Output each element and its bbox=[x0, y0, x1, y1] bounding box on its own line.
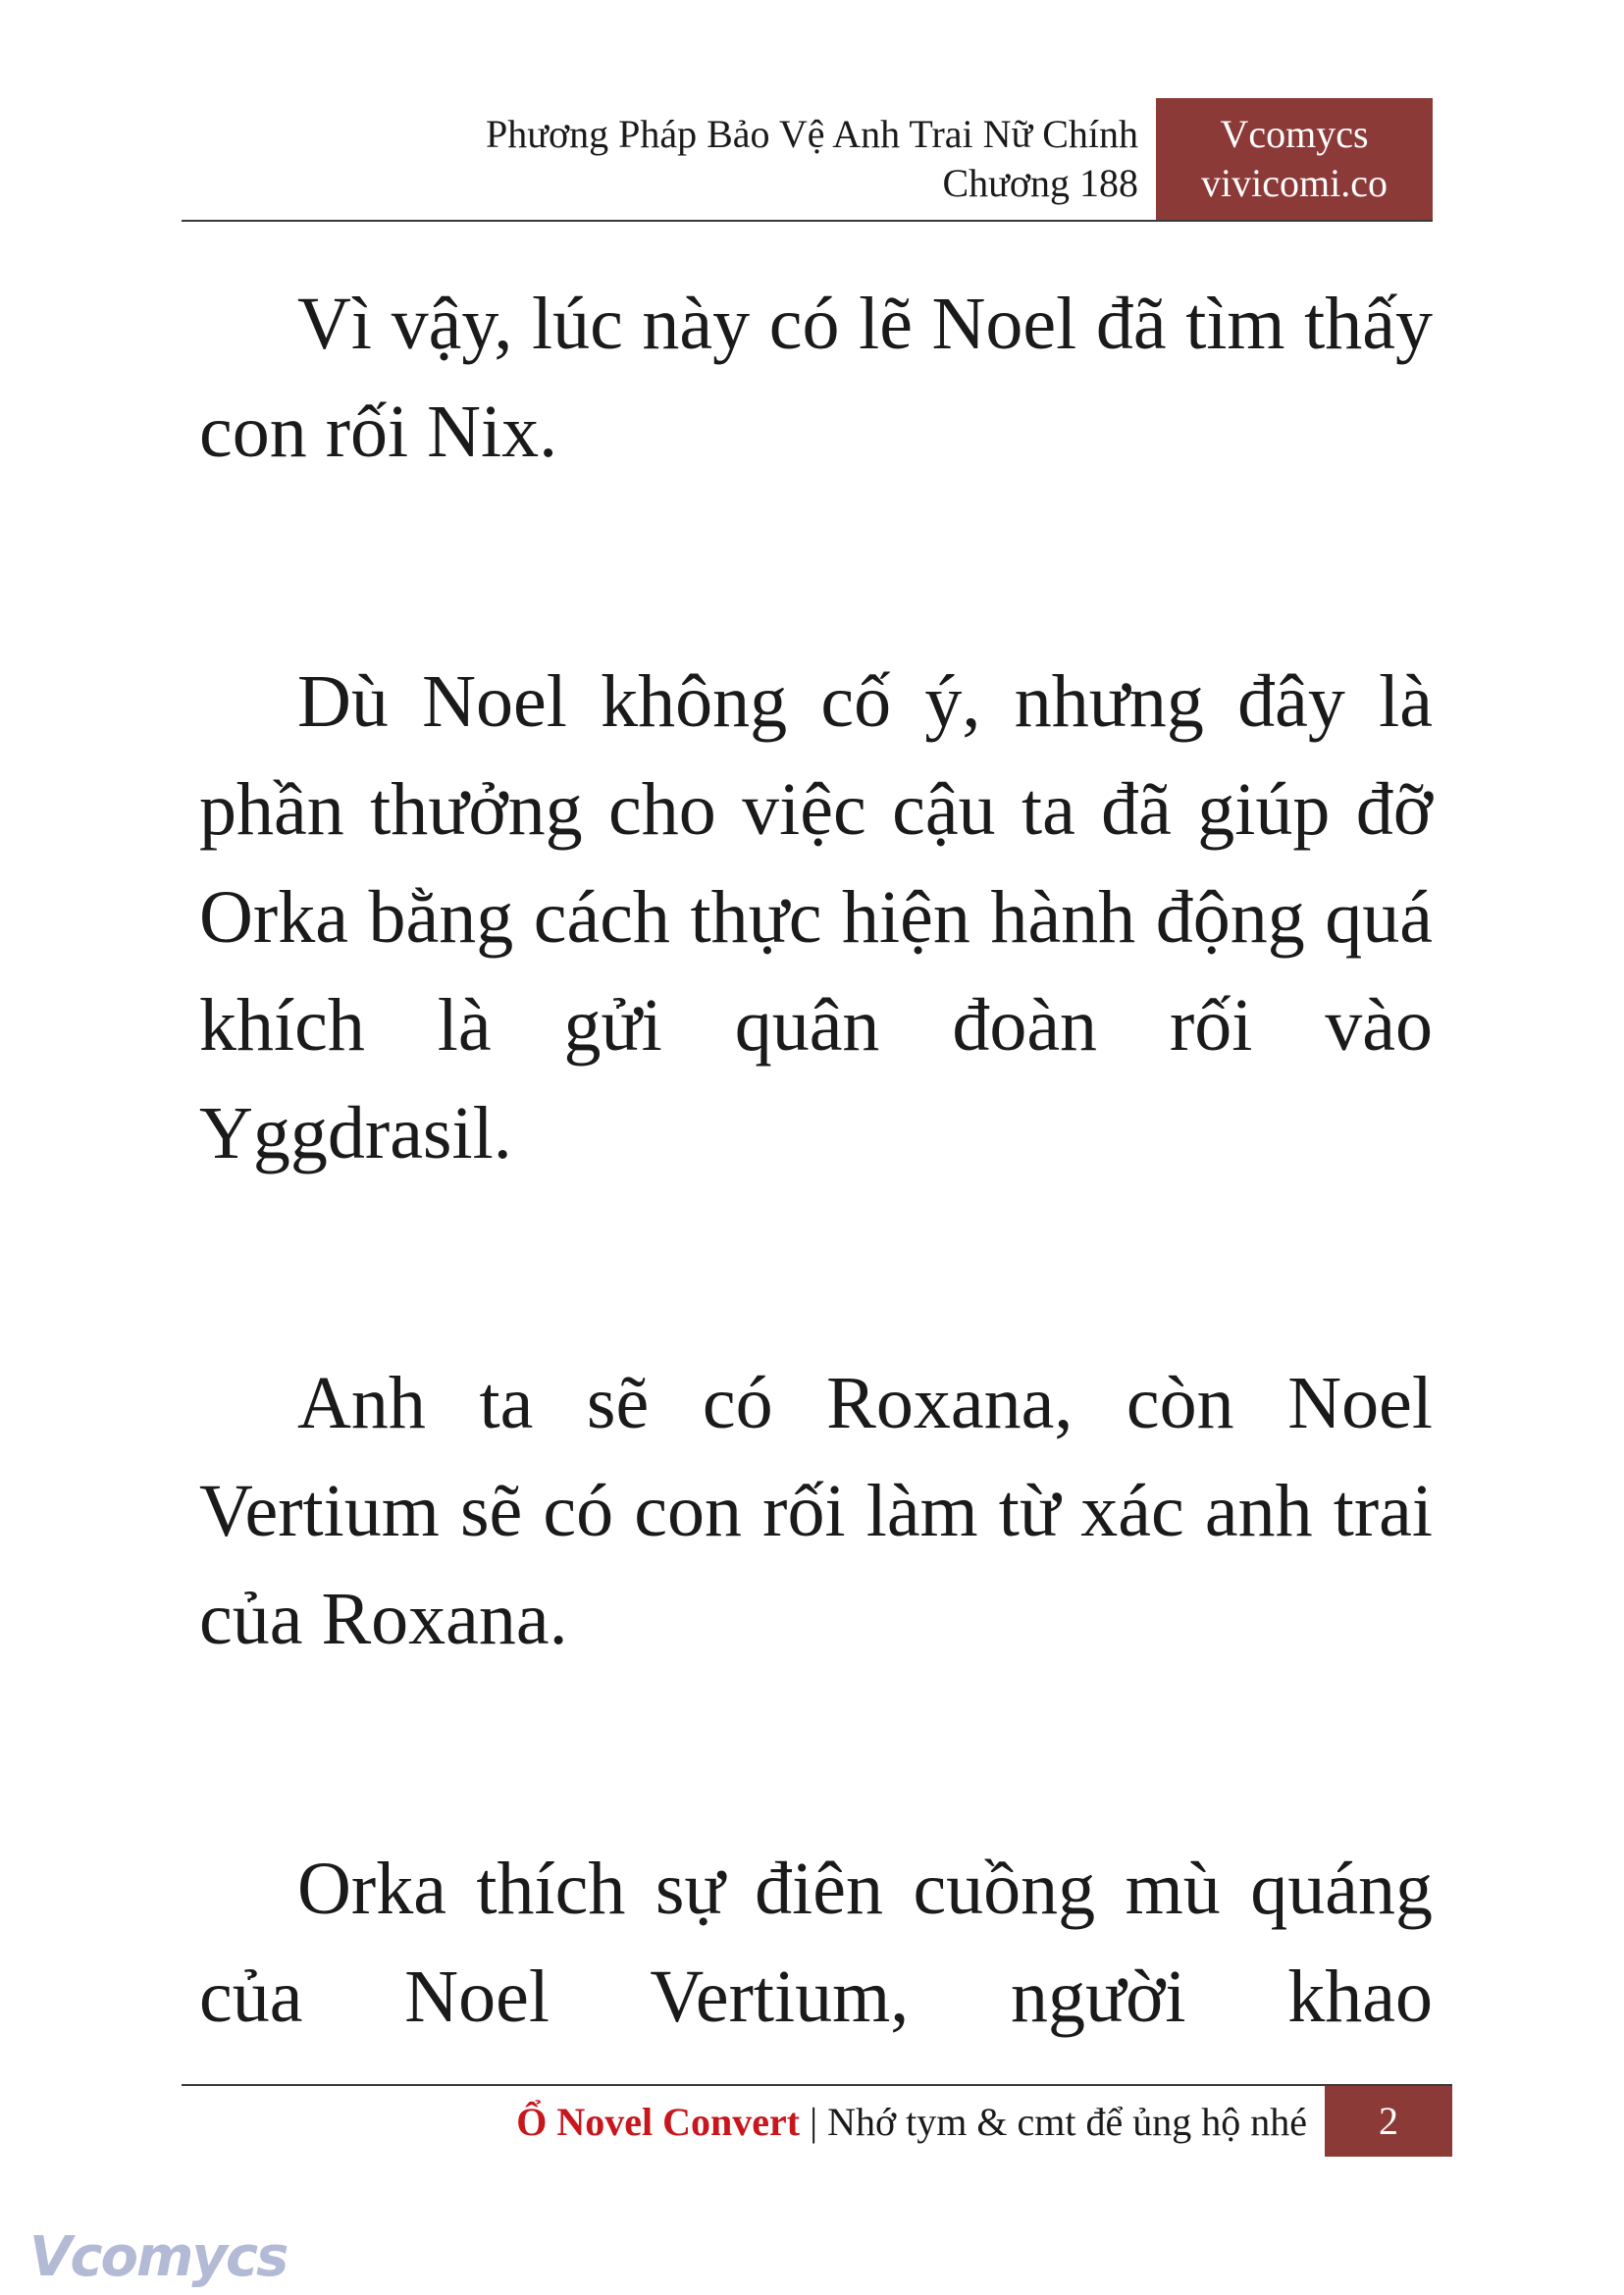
page-header bbox=[182, 98, 1433, 220]
header-title-block bbox=[486, 110, 1138, 208]
paragraph: Orka thích sự điên cuồng mù quáng của Noel Vertium, người khao bbox=[199, 1848, 1433, 2038]
paragraph: Anh ta sẽ có Roxana, còn Noel Vertium sẽ có con rối làm từ xác anh trai của Roxana. bbox=[199, 1362, 1433, 1660]
footer-separator: | bbox=[800, 2100, 828, 2144]
footer-message: Nhớ tym & cmt để ủng hộ nhé bbox=[827, 2100, 1307, 2144]
site-badge bbox=[1156, 98, 1433, 220]
paragraph: Dù Noel không cố ý, nhưng đây là phần thưởng cho việc cậu ta đã giúp đỡ Orka bằng cách thực hiện hành động quá khích là gửi quân đoàn rối vào Yggdrasil. bbox=[199, 660, 1433, 1174]
chapter-body bbox=[199, 270, 1433, 2213]
page-footer bbox=[182, 2086, 1452, 2157]
page-number: 2 bbox=[1325, 2086, 1452, 2157]
footer-text bbox=[516, 2098, 1307, 2147]
header-divider bbox=[182, 220, 1433, 222]
watermark-logo: Vcomycs bbox=[29, 2225, 288, 2289]
paragraph: Vì vậy, lúc này có lẽ Noel đã tìm thấy con rối Nix. bbox=[199, 283, 1433, 473]
book-title: Phương Pháp Bảo Vệ Anh Trai Nữ Chính bbox=[486, 112, 1138, 156]
chapter-label: Chương 188 bbox=[942, 161, 1138, 205]
badge-site-url: vivicomi.co bbox=[1201, 161, 1388, 205]
badge-site-name: Vcomycs bbox=[1220, 112, 1369, 156]
footer-brand: Ổ Novel Convert bbox=[516, 2100, 801, 2144]
